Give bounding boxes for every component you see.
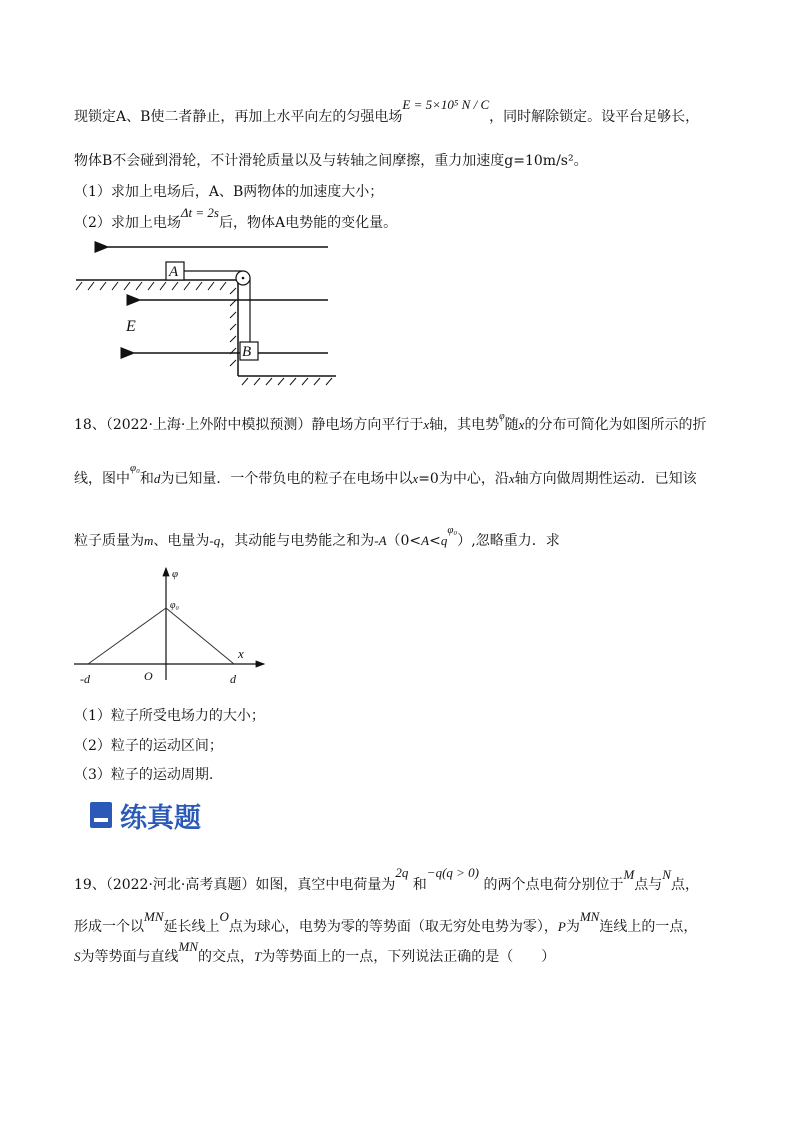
origin-label: O (144, 669, 153, 683)
electric-field-formula: E = 5×10⁵ N / C (402, 97, 490, 112)
book-icon (90, 802, 112, 828)
q18-line-3: 粒子质量为m、电量为-q，其动能与电势能之和为$-A(0<A<q^{\varphi_0})$,忽略重力．求 (74, 524, 560, 549)
q18-line-1: 18、（2022·上海·上外附中模拟预测）静电场方向平行于x轴，其电势$^\varphi$随x的分布可简化为如图所示的折 (74, 411, 707, 433)
block-b-label: B (242, 344, 252, 360)
q17-line-1: 现锁定A、B使二者静止，再加上水平向左的匀强电场E = 5×10⁵ N / C，同时解除锁定。设平台足够长， (74, 97, 700, 125)
q17-item-2: （2）求加上电场Δt = 2s后，物体A电势能的变化量。 (74, 205, 398, 231)
pulley-field-figure (70, 238, 350, 386)
q19-line-1: 19、（2022·河北·高考真题）如图，真空中电荷量为2q 和−q(q > 0) 的两个点电荷分别位于M点与N点， (74, 865, 699, 893)
left-d-label: -d (80, 672, 90, 686)
potential-curve (88, 608, 234, 664)
section-heading-text: 练真题 (120, 802, 201, 834)
q18-item-2: （2）粒子的运动区间； (74, 738, 223, 754)
q19-line-3: S为等势面与直线MN的交点，T为等势面上的一点，下列说法正确的是（ ） (74, 939, 556, 965)
x-axis-label: x (238, 646, 244, 661)
y-axis-label: φ (172, 568, 179, 580)
q18-item-3: （3）粒子的运动周期. (74, 767, 214, 783)
block-a-label: A (169, 264, 179, 280)
potential-graph (70, 562, 270, 688)
q17-line-2: 物体B不会碰到滑轮，不计滑轮质量以及与转轴之间摩擦，重力加速度g=10m/s²。 (74, 153, 588, 169)
peak-label: φ₀ (170, 600, 180, 611)
right-d-label: d (230, 672, 236, 686)
time-interval-formula: Δt = 2s (180, 205, 219, 220)
section-heading (90, 798, 201, 832)
q18-item-1: （1）粒子所受电场力的大小； (74, 708, 265, 724)
q17-item-1: （1）求加上电场后，A、B两物体的加速度大小； (74, 184, 384, 200)
q18-line-2: 线，图中$^{\varphi_0}$和d为已知量．一个带负电的粒子在电场中以x=0为中心，沿x轴方向做周期性运动．已知该 (74, 462, 697, 487)
q19-line-2: 形成一个以MN延长线上O点为球心，电势为零的等势面（取无穷处电势为零），P为MN连线上的一点， (74, 909, 698, 935)
field-e-label: E (126, 318, 136, 335)
